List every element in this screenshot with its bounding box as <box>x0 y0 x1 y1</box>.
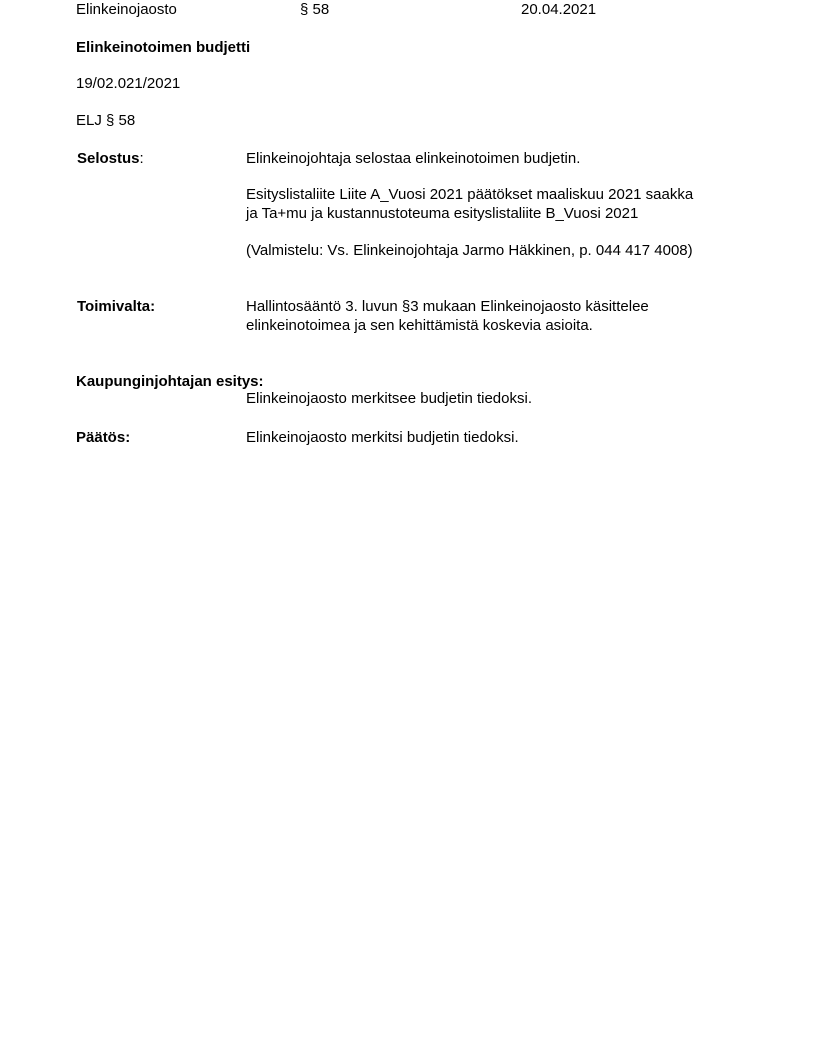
document-title: Elinkeinotoimen budjetti <box>76 39 251 56</box>
toimivalta-label: Toimivalta: <box>77 298 156 315</box>
selostus-paragraph-2 <box>246 185 693 223</box>
toimivalta-text <box>246 297 649 335</box>
section-reference: ELJ § 58 <box>76 112 136 129</box>
toimivalta-text-line-2: elinkeinotoimea ja sen kehittämistä koskevia asioita. <box>246 317 593 334</box>
esitys-text: Elinkeinojaosto merkitsee budjetin tiedoksi. <box>246 390 532 407</box>
selostus-label-text: Selostus <box>77 150 140 167</box>
selostus-label-colon: : <box>139 150 144 167</box>
toimivalta-text-line-1: Hallintosääntö 3. luvun §3 mukaan Elinkeinojaosto käsittelee <box>246 298 649 315</box>
selostus-paragraph-2-line-1: Esityslistaliite Liite A_Vuosi 2021 päätökset maaliskuu 2021 saakka <box>246 186 694 203</box>
paatos-text: Elinkeinojaosto merkitsi budjetin tiedoksi. <box>246 429 519 446</box>
esitys-label: Kaupunginjohtajan esitys: <box>76 373 264 390</box>
record-number: 19/02.021/2021 <box>76 75 181 92</box>
selostus-paragraph-2-line-2: ja Ta+mu ja kustannustoteuma esityslistaliite B_Vuosi 2021 <box>246 205 639 222</box>
header-section-number: § 58 <box>300 1 330 18</box>
selostus-paragraph-1: Elinkeinojohtaja selostaa elinkeinotoimen budjetin. <box>246 150 581 167</box>
header-date: 20.04.2021 <box>521 1 597 18</box>
header-body-name: Elinkeinojaosto <box>76 1 177 18</box>
selostus-label <box>77 149 144 168</box>
selostus-paragraph-3: (Valmistelu: Vs. Elinkeinojohtaja Jarmo Häkkinen, p. 044 417 4008) <box>246 242 693 259</box>
paatos-label: Päätös: <box>76 429 131 446</box>
